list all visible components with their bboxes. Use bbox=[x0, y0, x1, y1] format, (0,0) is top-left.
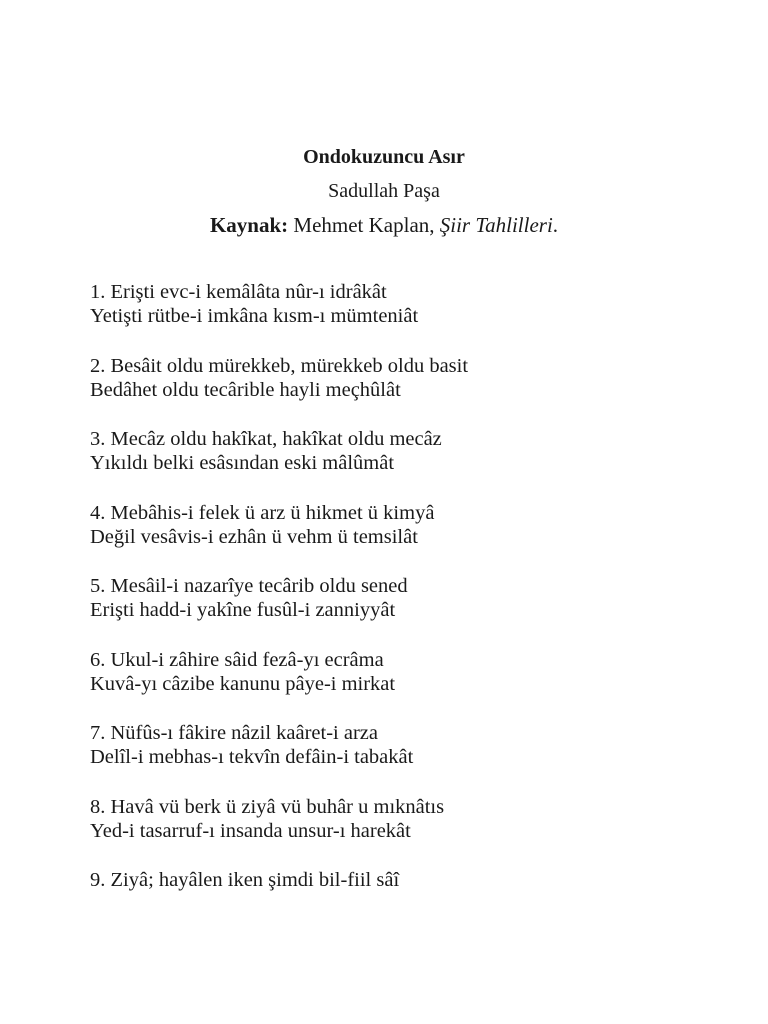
poem-author: Sadullah Paşa bbox=[328, 180, 440, 202]
source-label: Kaynak: bbox=[209, 213, 289, 237]
verse-line: Değil vesâvis-i ezhân ü vehm ü temsilât bbox=[90, 525, 418, 548]
source-work: Şiir Tahlilleri bbox=[439, 213, 553, 237]
source-author: Mehmet Kaplan, bbox=[288, 213, 440, 237]
verse-line: Bedâhet oldu tecârible hayli meçhûlât bbox=[90, 378, 401, 401]
verse-line: Yed-i tasarruf-ı insanda unsur-ı harekât bbox=[90, 819, 411, 842]
verse-line: Delîl-i mebhas-ı tekvîn defâin-i tabakât bbox=[90, 746, 414, 768]
verse-line: 3. Mecâz oldu hakîkat, hakîkat oldu mecâz bbox=[90, 428, 442, 450]
verse-line: 2. Besâit oldu mürekkeb, mürekkeb oldu basit bbox=[90, 354, 469, 377]
poem-title: Ondokuzuncu Asır bbox=[303, 146, 465, 168]
stanza-3 bbox=[90, 427, 730, 501]
stanza-9 bbox=[90, 868, 730, 942]
verse-line: 7. Nüfûs-ı fâkire nâzil kaâret-i arza bbox=[90, 722, 378, 744]
poem-body bbox=[90, 280, 730, 942]
stanza-6 bbox=[90, 648, 730, 722]
verse-line: Kuvâ-yı câzibe kanunu pâye-i mirkat bbox=[90, 672, 396, 695]
stanza-1 bbox=[90, 280, 730, 354]
source-line bbox=[0, 213, 768, 238]
stanza-5 bbox=[90, 574, 730, 648]
verse-line: 6. Ukul-i zâhire sâid fezâ-yı ecrâma bbox=[90, 648, 384, 671]
verse-line: 5. Mesâil-i nazarîye tecârib oldu sened bbox=[90, 575, 408, 597]
stanza-7 bbox=[90, 721, 730, 795]
verse-line: 9. Ziyâ; hayâlen iken şimdi bil-fiil sâî bbox=[90, 869, 400, 891]
verse-line: 1. Erişti evc-i kemâlâta nûr-ı idrâkât bbox=[90, 281, 387, 303]
verse-line: Erişti hadd-i yakîne fusûl-i zanniyyât bbox=[90, 599, 396, 621]
stanza-4 bbox=[90, 501, 730, 575]
verse-line: 8. Havâ vü berk ü ziyâ vü buhâr u mıknâtıs bbox=[90, 795, 445, 818]
verse-line: Yıkıldı belki esâsından eski mâlûmât bbox=[90, 452, 395, 474]
verse-line: Yetişti rütbe-i imkâna kısm-ı mümteniât bbox=[90, 305, 419, 327]
source-end: . bbox=[552, 213, 559, 237]
stanza-8 bbox=[90, 795, 730, 869]
stanza-2 bbox=[90, 354, 730, 428]
verse-line: 4. Mebâhis-i felek ü arz ü hikmet ü kimyâ bbox=[90, 501, 435, 524]
